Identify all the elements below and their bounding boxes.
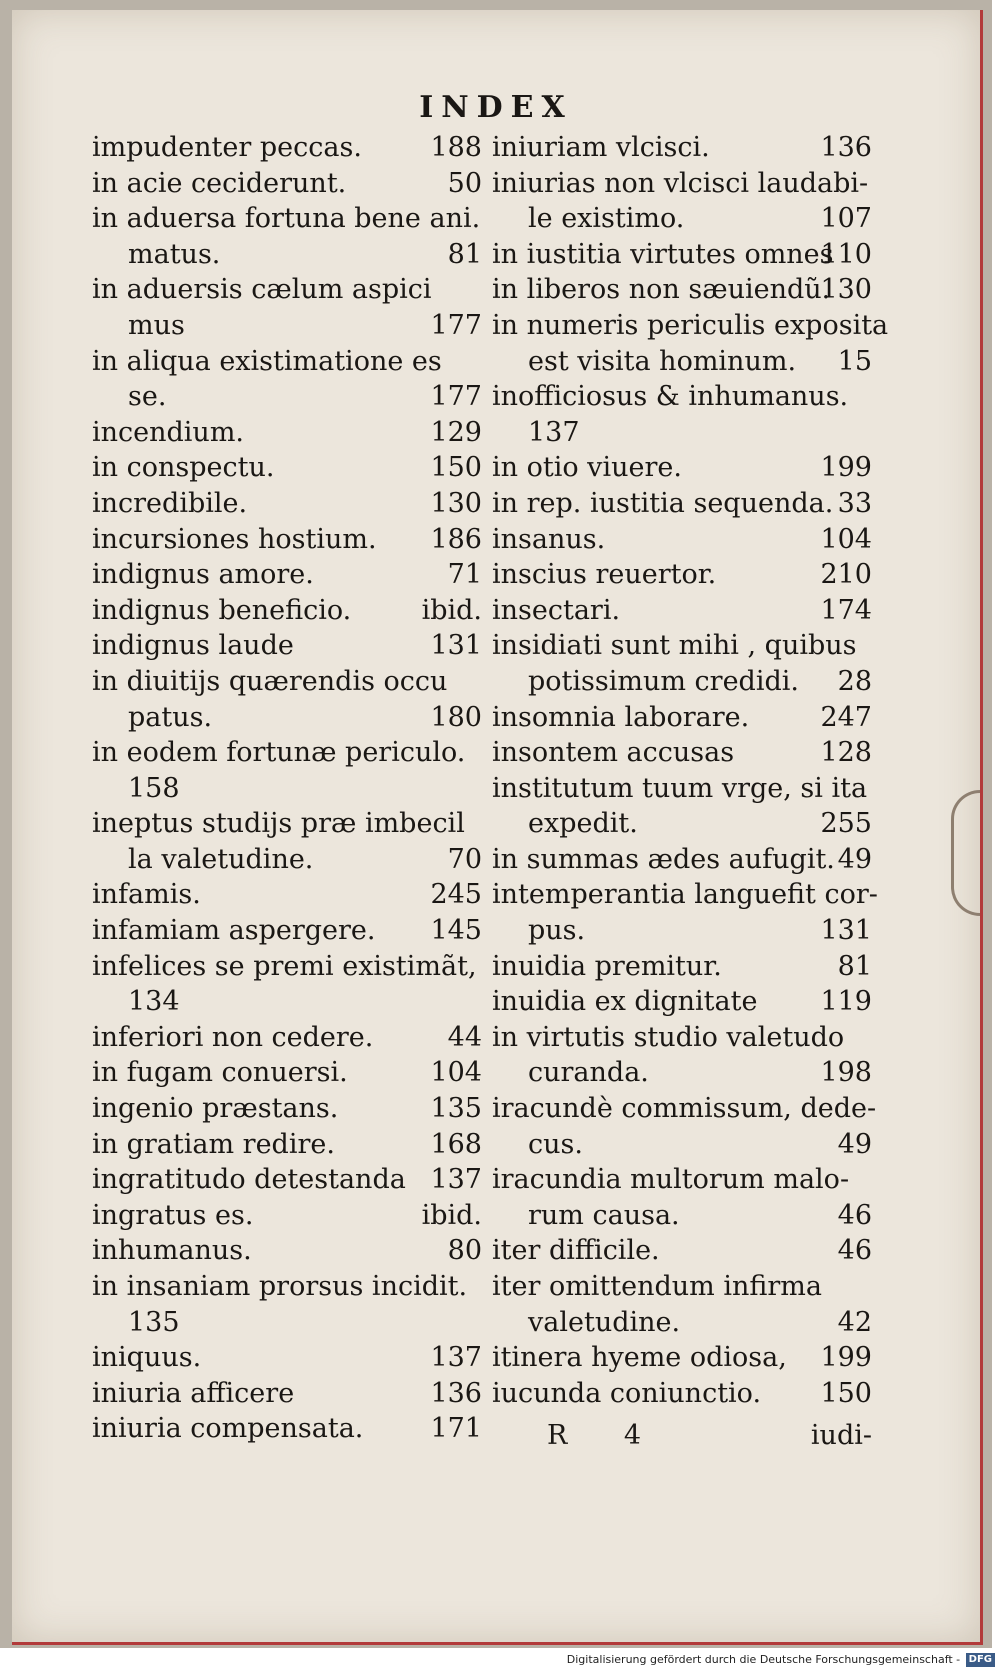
index-entry — [92, 308, 482, 344]
index-column-right — [492, 130, 889, 1411]
index-entry — [92, 379, 482, 415]
entry-text: ineptus studijs præ imbecil — [92, 808, 465, 840]
index-entry — [492, 949, 872, 985]
index-entry — [492, 1376, 872, 1412]
entry-page-number: 255 — [820, 808, 872, 840]
index-column-left — [92, 130, 482, 1447]
index-entry — [92, 664, 482, 700]
index-entry — [492, 415, 872, 451]
entry-text: patus. — [128, 701, 213, 733]
entry-text: le existimo. — [528, 203, 685, 235]
entry-page-number: 199 — [820, 1342, 872, 1374]
book-page — [12, 10, 983, 1645]
index-entry — [492, 1233, 872, 1269]
index-entry — [92, 415, 482, 451]
entry-text: in iustitia virtutes omnes — [492, 238, 834, 270]
entry-page-number: 188 — [430, 132, 482, 163]
index-entry — [492, 486, 872, 522]
entry-page-number: 46 — [837, 1235, 872, 1267]
index-entry — [92, 486, 482, 522]
index-entry — [92, 1020, 482, 1056]
index-entry — [92, 984, 482, 1020]
entry-page-number: 245 — [430, 879, 482, 911]
index-entry — [92, 877, 482, 913]
entry-text: iracundè commissum, dede- — [492, 1093, 877, 1125]
entry-text: indignus amore. — [92, 559, 314, 591]
entry-text: iniquus. — [92, 1342, 202, 1374]
entry-text: inscius reuertor. — [492, 559, 717, 591]
entry-text: rum causa. — [528, 1199, 680, 1231]
entry-text: ingenio præstans. — [92, 1093, 339, 1125]
index-entry — [492, 806, 872, 842]
digitization-footer — [0, 1650, 995, 1670]
entry-text: iniuriam vlcisci. — [492, 132, 710, 163]
entry-page-number: 129 — [430, 416, 482, 448]
entry-text: inferiori non cedere. — [92, 1021, 374, 1053]
entry-text: inhumanus. — [92, 1235, 252, 1267]
entry-text: mus — [128, 309, 185, 341]
entry-page-number: 150 — [820, 1377, 872, 1409]
entry-text: indignus laude — [92, 630, 294, 662]
entry-text: 158 — [128, 772, 180, 804]
entry-page-number: 107 — [820, 203, 872, 235]
entry-text: in aliqua existimatione es — [92, 345, 442, 377]
entry-text: expedit. — [528, 808, 638, 840]
dfg-logo: DFG — [966, 1653, 995, 1667]
index-entry — [92, 1305, 482, 1341]
entry-page-number: 110 — [820, 238, 872, 270]
entry-text: in eodem fortunæ periculo. — [92, 737, 466, 769]
signature-mark: R 4 — [547, 1420, 666, 1451]
index-entry — [492, 130, 872, 166]
index-entry — [92, 1162, 482, 1198]
entry-text: iter omittendum infirma — [492, 1271, 823, 1302]
entry-page-number: 42 — [837, 1306, 872, 1338]
entry-page-number: 81 — [837, 950, 872, 982]
entry-page-number: 104 — [430, 1057, 482, 1089]
index-entry — [92, 913, 482, 949]
entry-text: insontem accusas — [492, 737, 735, 769]
index-entry — [492, 1269, 872, 1305]
entry-text: iniuria afficere — [92, 1377, 295, 1409]
entry-page-number: 33 — [837, 487, 872, 519]
index-entry — [92, 1269, 482, 1305]
index-entry — [492, 522, 872, 558]
entry-page-number: 119 — [820, 986, 872, 1018]
entry-text: institutum tuum vrge, si ita — [492, 772, 868, 804]
entry-text: in aduersis cælum aspici — [92, 274, 432, 306]
entry-page-number: 171 — [430, 1413, 482, 1445]
index-entry — [492, 628, 872, 664]
entry-text: in summas ædes aufugit. — [492, 843, 835, 875]
entry-page-number: 136 — [820, 132, 872, 163]
index-entry — [492, 1020, 872, 1056]
entry-text: insanus. — [492, 523, 606, 555]
entry-page-number: 44 — [447, 1021, 482, 1053]
entry-page-number: 49 — [837, 1128, 872, 1160]
index-entry — [92, 1091, 482, 1127]
footer-text: Digitalisierung gefördert durch die Deutsche Forschungsgemeinschaft - — [566, 1653, 961, 1666]
entry-text: incendium. — [92, 416, 245, 448]
entry-page-number: 46 — [837, 1199, 872, 1231]
entry-page-number: 130 — [430, 487, 482, 519]
entry-page-number: 135 — [430, 1093, 482, 1125]
entry-page-number: ibid. — [421, 594, 482, 626]
index-entry — [92, 344, 482, 380]
index-entry — [92, 272, 482, 308]
entry-text: iniuria compensata. — [92, 1413, 364, 1445]
index-entry — [492, 664, 872, 700]
page-heading: INDEX — [419, 90, 573, 125]
entry-page-number: 15 — [837, 345, 872, 377]
entry-text: in diuitijs quærendis occu — [92, 665, 448, 697]
entry-text: indignus beneficio. — [92, 594, 352, 626]
entry-text: curanda. — [528, 1057, 649, 1089]
index-entry — [92, 700, 482, 736]
index-entry — [492, 166, 872, 202]
index-entry — [492, 771, 872, 807]
entry-text: insidiati sunt mihi , quibus — [492, 630, 857, 662]
entry-text: in acie ceciderunt. — [92, 167, 347, 199]
entry-page-number: 49 — [837, 843, 872, 875]
entry-page-number: 131 — [430, 630, 482, 662]
index-entry — [492, 237, 872, 273]
entry-page-number: 247 — [820, 701, 872, 733]
entry-text: ingratitudo detestanda — [92, 1164, 406, 1196]
entry-text: ingratus es. — [92, 1199, 254, 1231]
entry-text: matus. — [128, 238, 221, 270]
index-entry — [492, 557, 872, 593]
entry-page-number: 50 — [447, 167, 482, 199]
index-entry — [92, 557, 482, 593]
index-entry — [492, 308, 889, 344]
index-entry — [492, 1198, 872, 1234]
entry-page-number: 177 — [430, 309, 482, 341]
entry-text: 135 — [128, 1306, 180, 1338]
entry-text: iter difficile. — [492, 1235, 660, 1267]
entry-text: in numeris periculis exposita — [492, 309, 889, 341]
entry-text: est visita hominum. — [528, 345, 797, 377]
entry-text: insectari. — [492, 594, 621, 626]
entry-text: itinera hyeme odiosa, — [492, 1342, 787, 1374]
entry-text: in rep. iustitia sequenda. — [492, 487, 834, 519]
entry-page-number: 145 — [430, 915, 482, 947]
entry-text: insomnia laborare. — [492, 701, 750, 733]
index-entry — [92, 593, 482, 629]
entry-text: infamiam aspergere. — [92, 915, 376, 947]
entry-text: intemperantia languefit cor- — [492, 879, 878, 911]
entry-text: valetudine. — [528, 1306, 681, 1338]
index-entry — [492, 1162, 872, 1198]
entry-page-number: 28 — [837, 665, 872, 697]
entry-page-number: 81 — [447, 238, 482, 270]
entry-page-number: 128 — [820, 737, 872, 769]
entry-text: impudenter peccas. — [92, 132, 362, 163]
index-entry — [492, 913, 872, 949]
index-entry — [492, 1340, 872, 1376]
entry-page-number: 130 — [820, 274, 872, 306]
index-entry — [92, 1411, 482, 1447]
entry-text: inuidia ex dignitate — [492, 986, 758, 1018]
entry-text: in otio viuere. — [492, 452, 682, 484]
entry-page-number: 137 — [430, 1164, 482, 1196]
entry-text: pus. — [528, 915, 586, 947]
index-entry — [492, 593, 872, 629]
index-entry — [492, 201, 872, 237]
index-entry — [492, 984, 872, 1020]
entry-text: se. — [128, 381, 167, 413]
entry-text: 137 — [528, 416, 580, 448]
index-entry — [492, 379, 872, 415]
entry-page-number: 71 — [447, 559, 482, 591]
index-entry — [492, 1055, 872, 1091]
index-entry — [92, 1340, 482, 1376]
entry-text: in gratiam redire. — [92, 1128, 335, 1160]
entry-page-number: 180 — [430, 701, 482, 733]
index-entry — [92, 628, 482, 664]
entry-page-number: 137 — [430, 1342, 482, 1374]
entry-text: iracundia multorum malo- — [492, 1164, 850, 1196]
entry-text: in insaniam prorsus incidit. — [92, 1271, 468, 1302]
index-entry — [92, 130, 482, 166]
entry-text: 134 — [128, 986, 180, 1018]
index-entry — [92, 450, 482, 486]
index-entry — [492, 842, 872, 878]
index-entry — [492, 735, 872, 771]
entry-text: inuidia premitur. — [492, 950, 722, 982]
entry-text: in fugam conuersi. — [92, 1057, 348, 1089]
index-entry — [492, 1127, 872, 1163]
index-entry — [92, 1127, 482, 1163]
entry-text: in aduersa fortuna bene ani. — [92, 203, 481, 235]
entry-text: inofficiosus & inhumanus. — [492, 381, 849, 413]
entry-page-number: 199 — [820, 452, 872, 484]
entry-text: iniurias non vlcisci laudabi- — [492, 167, 869, 199]
entry-page-number: 198 — [820, 1057, 872, 1089]
entry-text: incredibile. — [92, 487, 248, 519]
entry-text: iucunda coniunctio. — [492, 1377, 762, 1409]
entry-page-number: 210 — [820, 559, 872, 591]
entry-text: in liberos non sæuiendũ. — [492, 274, 831, 306]
index-entry — [92, 1055, 482, 1091]
entry-page-number: 80 — [447, 1235, 482, 1267]
entry-page-number: 131 — [820, 915, 872, 947]
index-entry — [92, 842, 482, 878]
entry-page-number: 174 — [820, 594, 872, 626]
index-entry — [492, 272, 872, 308]
index-entry — [92, 771, 482, 807]
entry-page-number: 104 — [820, 523, 872, 555]
entry-text: potissimum credidi. — [528, 665, 799, 697]
index-entry — [92, 949, 482, 985]
entry-page-number: 168 — [430, 1128, 482, 1160]
entry-text: la valetudine. — [128, 843, 314, 875]
index-entry — [92, 1233, 482, 1269]
clasp-mark — [951, 790, 980, 916]
index-entry — [92, 522, 482, 558]
index-entry — [492, 700, 872, 736]
entry-page-number: 177 — [430, 381, 482, 413]
index-entry — [92, 1198, 482, 1234]
catchword: iudi- — [810, 1420, 872, 1451]
index-entry — [492, 877, 878, 913]
entry-page-number: ibid. — [421, 1199, 482, 1231]
index-entry — [492, 1091, 877, 1127]
index-entry — [92, 806, 482, 842]
index-entry — [92, 735, 482, 771]
index-entry — [492, 344, 872, 380]
entry-text: in conspectu. — [92, 452, 275, 484]
entry-page-number: 70 — [447, 843, 482, 875]
entry-text: infamis. — [92, 879, 201, 911]
entry-text: incursiones hostium. — [92, 523, 377, 555]
entry-page-number: 150 — [430, 452, 482, 484]
entry-text: infelices se premi existimãt, — [92, 950, 477, 982]
entry-text: in virtutis studio valetudo — [492, 1021, 845, 1053]
index-entry — [92, 201, 482, 237]
index-entry — [92, 166, 482, 202]
entry-page-number: 136 — [430, 1377, 482, 1409]
index-entry — [492, 1305, 872, 1341]
index-entry — [492, 450, 872, 486]
index-entry — [92, 237, 482, 273]
index-entry — [92, 1376, 482, 1412]
entry-text: cus. — [528, 1128, 583, 1160]
entry-page-number: 186 — [430, 523, 482, 555]
